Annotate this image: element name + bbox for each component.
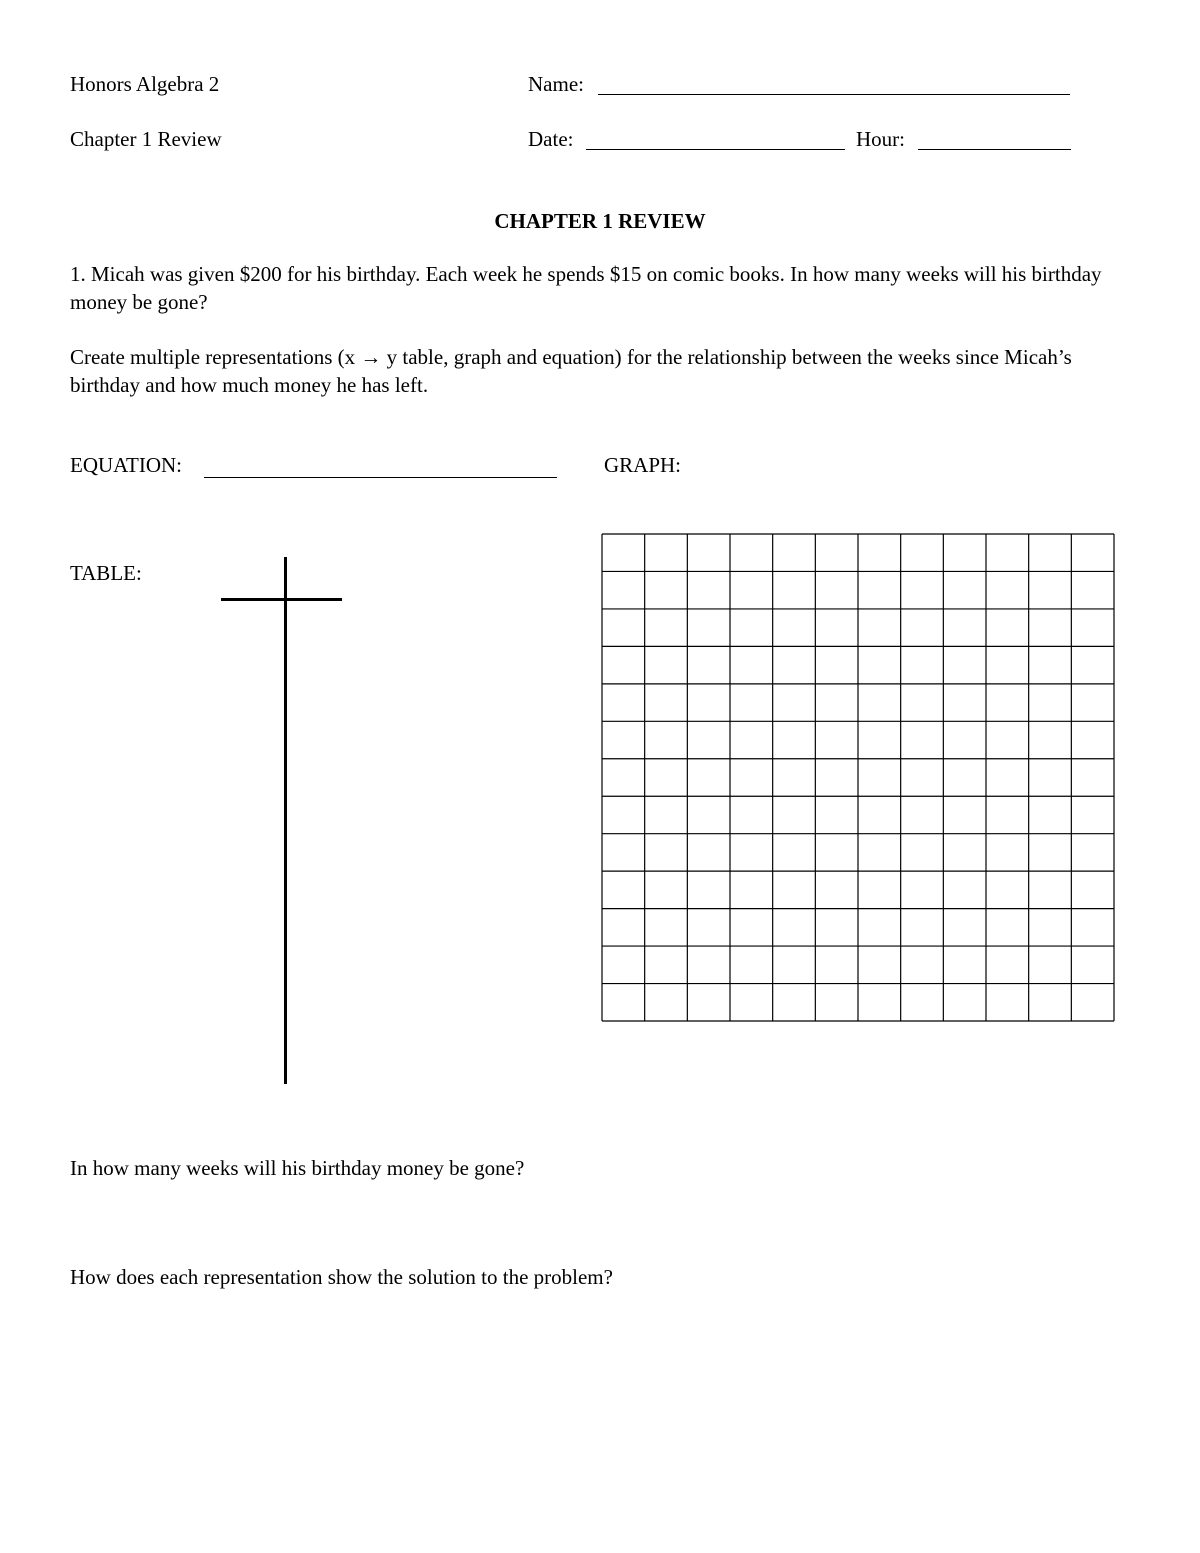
graph-grid[interactable] — [601, 533, 1115, 1022]
table-horizontal-rule — [221, 598, 342, 601]
page-title: CHAPTER 1 REVIEW — [494, 209, 706, 233]
problem-instructions: Create multiple representations (x → y table, graph and equation) for the relationship between the weeks since Micah’s birthday and how much money he has left. — [70, 345, 1072, 397]
table-label: TABLE: — [70, 561, 142, 585]
date-field[interactable] — [586, 149, 845, 150]
question-representations: How does each representation show the solution to the problem? — [70, 1265, 613, 1289]
problem-text: 1. Micah was given $200 for his birthday. Each week he spends $15 on comic books. In how many weeks will his birthday money be gone? — [70, 262, 1102, 314]
question-weeks: In how many weeks will his birthday money be gone? — [70, 1156, 525, 1180]
hour-label: Hour: — [856, 127, 905, 151]
name-label: Name: — [528, 72, 584, 96]
course-name: Honors Algebra 2 — [70, 72, 220, 96]
date-label: Date: — [528, 127, 574, 151]
hour-field[interactable] — [918, 149, 1071, 150]
assignment-name: Chapter 1 Review — [70, 127, 222, 151]
table-vertical-rule — [284, 557, 287, 1084]
equation-field[interactable] — [204, 477, 557, 478]
name-field[interactable] — [598, 94, 1070, 95]
equation-label: EQUATION: — [70, 453, 182, 477]
graph-label: GRAPH: — [604, 453, 682, 477]
